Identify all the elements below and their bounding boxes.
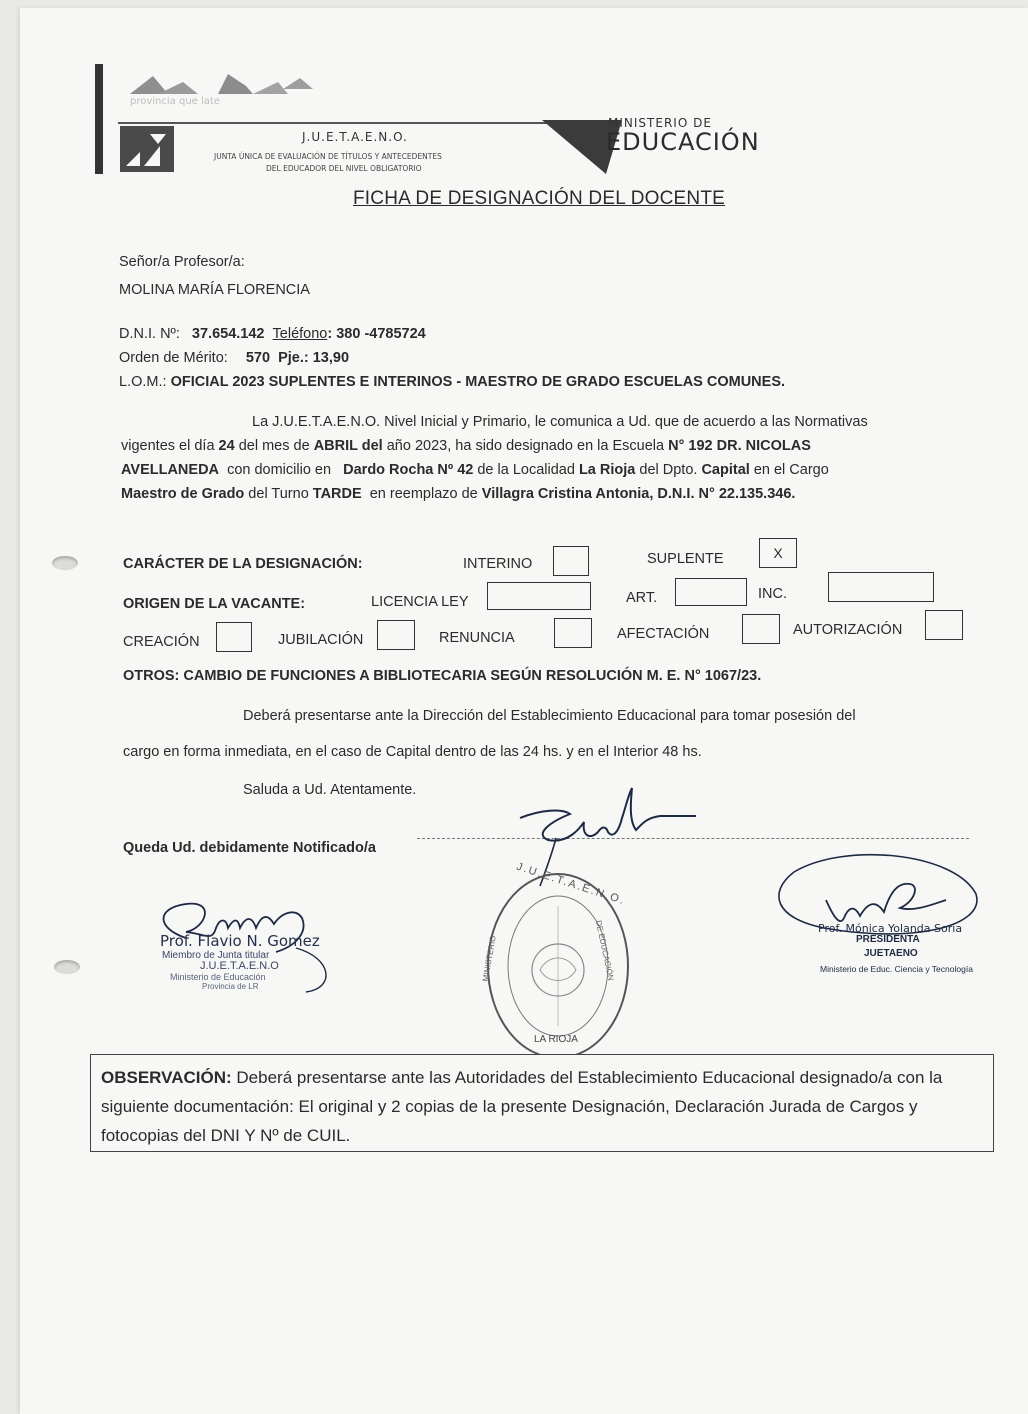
body-text: con domicilio en — [219, 462, 344, 478]
body-text: del Turno — [244, 486, 313, 502]
right-signer-ministry: Ministerio de Educ. Ciencia y Tecnología — [820, 964, 973, 974]
jubilacion-label: JUBILACIÓN — [278, 632, 364, 648]
otros-line: OTROS: CAMBIO DE FUNCIONES A BIBLIOTECARIA SEGÚN RESOLUCIÓN M. E. N° 1067/23. — [123, 668, 762, 684]
suplente-label: SUPLENTE — [647, 551, 724, 567]
right-signer-role: PRESIDENTA — [856, 934, 920, 945]
body-line-3 — [121, 458, 829, 482]
inc-label: INC. — [758, 586, 787, 602]
orden-line — [119, 346, 349, 370]
body-text: del Dpto. — [635, 462, 702, 478]
left-signer-name: Prof. Flavio N. Gomez — [160, 932, 320, 950]
header-logo-bar — [95, 64, 103, 174]
juetaeno-logo-icon — [120, 126, 174, 172]
renuncia-checkbox[interactable] — [554, 618, 592, 648]
present-line-2: cargo en forma inmediata, en el caso de Capital dentro de las 24 hs. y en el Interior 48 hs. — [123, 744, 702, 760]
licencia-label: LICENCIA LEY — [371, 594, 469, 610]
art-field[interactable] — [675, 578, 747, 606]
caracter-label: CARÁCTER DE LA DESIGNACIÓN: — [123, 556, 363, 572]
ministry-line1: MINISTERIO DE — [608, 116, 712, 130]
interino-label: INTERINO — [463, 556, 533, 572]
body-text: del — [357, 438, 383, 454]
seal-bottom-text: LA RIOJA — [534, 1034, 578, 1045]
province-tagline: provincia que late — [130, 96, 220, 107]
observation-label: OBSERVACIÓN: — [101, 1068, 232, 1087]
observation-text: Deberá presentarse ante las Autoridades del Establecimiento Educacional designado/a con la siguiente documentación: El original y 2 copias de la presente Designación, Declaración Jurada de Cargos y fotocopias del DNI Y Nº de CUIL. — [101, 1068, 943, 1145]
document-page — [20, 8, 1028, 1414]
creacion-label: CREACIÓN — [123, 634, 200, 650]
org-full-line2: DEL EDUCADOR DEL NIVEL OBLIGATORIO — [266, 164, 422, 173]
creacion-checkbox[interactable] — [216, 622, 252, 652]
seal-top-text: J.U.E.T.A.E.N.O. — [514, 860, 627, 908]
pje-label: Pje.: — [278, 350, 309, 366]
school-name-cont: AVELLANEDA — [121, 462, 220, 478]
present-line-1: Deberá presentarse ante la Dirección del Establecimiento Educacional para tomar posesión del — [243, 708, 856, 724]
suplente-checkbox[interactable]: X — [759, 538, 797, 568]
body-line-4 — [121, 482, 795, 506]
pje-value: 13,90 — [312, 350, 350, 366]
org-acronym: J.U.E.T.A.E.N.O. — [302, 130, 408, 144]
body-text: en reemplazo de — [361, 486, 482, 502]
autorizacion-label: AUTORIZACIÓN — [793, 622, 903, 638]
left-signer-province: Provincia de LR — [202, 982, 259, 991]
department: Capital — [701, 462, 750, 478]
body-text: en el Cargo — [749, 462, 829, 478]
body-text: año 2023, ha sido designado en la Escuela — [382, 438, 669, 454]
shift: TARDE — [312, 486, 362, 502]
ministry-line2: EDUCACIÓN — [606, 128, 760, 156]
teacher-name: MOLINA MARÍA FLORENCIA — [119, 282, 310, 298]
punch-hole-bottom — [54, 960, 80, 974]
phone-value: : 380 -4785724 — [327, 326, 426, 342]
body-text: del mes de — [234, 438, 314, 454]
closing-line: Saluda a Ud. Atentamente. — [243, 782, 417, 798]
lom-label: L.O.M.: — [119, 374, 167, 390]
interino-checkbox[interactable] — [553, 546, 589, 576]
art-label: ART. — [626, 590, 658, 606]
orden-value: 570 — [245, 350, 271, 366]
lom-value: OFICIAL 2023 SUPLENTES E INTERINOS - MAESTRO DE GRADO ESCUELAS COMUNES. — [170, 374, 786, 390]
observation-box — [90, 1054, 994, 1152]
designation-month: ABRIL — [313, 438, 358, 454]
dni-line — [119, 322, 426, 346]
orden-label: Orden de Mérito: — [119, 350, 228, 366]
phone-label: Teléfono — [272, 326, 328, 342]
seal-right-text: DE EDUCACIÓN — [593, 919, 616, 982]
position: Maestro de Grado — [121, 486, 245, 502]
dni-label: D.N.I. Nº: — [119, 326, 180, 342]
renuncia-label: RENUNCIA — [439, 630, 515, 646]
body-text: de la Localidad — [473, 462, 579, 478]
body-line-2 — [121, 434, 811, 458]
afectacion-checkbox[interactable] — [742, 614, 780, 644]
replacement: Villagra Cristina Antonia, D.N.I. N° 22.135.346. — [481, 486, 796, 502]
origen-label: ORIGEN DE LA VACANTE: — [123, 596, 306, 612]
designation-day: 24 — [218, 438, 235, 454]
school-name: N° 192 DR. NICOLAS — [668, 438, 811, 454]
left-signer-role: Miembro de Junta titular — [162, 950, 270, 961]
school-address: Dardo Rocha Nº 42 — [343, 462, 474, 478]
document-title: FICHA DE DESIGNACIÓN DEL DOCENTE — [353, 188, 726, 209]
right-signer-org: JUETAENO — [864, 948, 918, 959]
header-rule — [118, 122, 556, 124]
notified-label: Queda Ud. debidamente Notificado/a — [123, 840, 376, 856]
afectacion-label: AFECTACIÓN — [617, 626, 710, 642]
body-line-1: La J.U.E.T.A.E.N.O. Nivel Inicial y Primario, le comunica a Ud. que de acuerdo a las Normativas — [252, 414, 868, 430]
locality: La Rioja — [578, 462, 636, 478]
org-full-line1: JUNTA ÚNICA DE EVALUACIÓN DE TÍTULOS Y ANTECEDENTES — [214, 152, 442, 161]
salutation: Señor/a Profesor/a: — [119, 254, 245, 270]
licencia-field[interactable] — [487, 582, 591, 610]
inc-field[interactable] — [828, 572, 934, 602]
autorizacion-checkbox[interactable] — [925, 610, 963, 640]
body-text: vigentes el día — [121, 438, 219, 454]
dni-value: 37.654.142 — [191, 326, 265, 342]
left-signer-ministry: Ministerio de Educación — [170, 972, 266, 982]
jubilacion-checkbox[interactable] — [377, 620, 415, 650]
seal-left-text: MINISTERIO — [480, 934, 498, 983]
left-signer-org: J.U.E.T.A.E.N.O — [200, 960, 279, 972]
right-signer-name: Prof. Mónica Yolanda Soria — [818, 922, 963, 935]
lom-line — [119, 370, 785, 394]
punch-hole-top — [52, 556, 78, 570]
